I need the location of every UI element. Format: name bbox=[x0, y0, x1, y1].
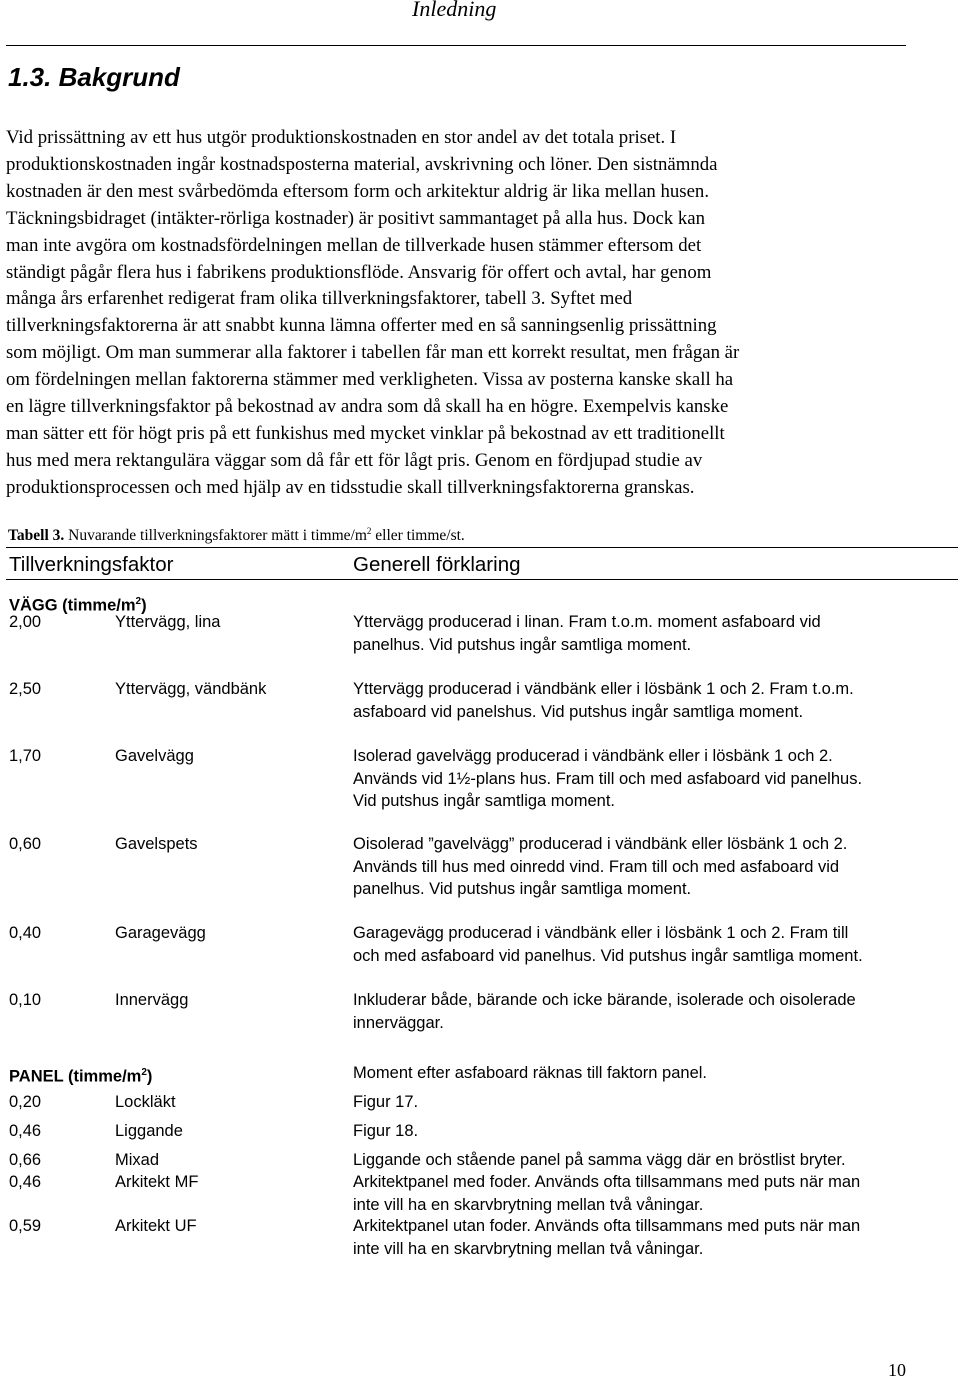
wall-row-description: Garagevägg producerad i vändbänk eller i lösbänk 1 och 2. Fram till och med asfaboard vid panelhus. Vid putshus ingår samtliga moment. bbox=[353, 924, 863, 965]
panel-row-value: 0,59 bbox=[9, 1217, 42, 1235]
wall-row-description: Yttervägg producerad i linan. Fram t.o.m. moment asfaboard vid panelhus. Vid putshus ingår samtliga moment. bbox=[353, 613, 821, 654]
table-top-rule bbox=[6, 547, 958, 548]
panel-group-header bbox=[9, 1062, 152, 1088]
wall-row-name: Yttervägg, vändbänk bbox=[115, 680, 267, 698]
wall-row-value: 0,60 bbox=[9, 835, 42, 853]
wall-row-name: Innervägg bbox=[115, 991, 189, 1009]
panel-row-value: 0,66 bbox=[9, 1151, 42, 1169]
wall-row-value: 0,40 bbox=[9, 924, 42, 942]
section-heading: 1.3. Bakgrund bbox=[8, 62, 180, 92]
wall-row-description: Inkluderar både, bärande och icke bärande, isolerade och oisolerade innerväggar. bbox=[353, 991, 856, 1032]
table-caption-label: Tabell 3. bbox=[8, 527, 65, 545]
panel-row-value: 0,20 bbox=[9, 1093, 42, 1111]
panel-row-name: Lockläkt bbox=[115, 1093, 176, 1111]
panel-row-description: Figur 18. bbox=[353, 1122, 419, 1140]
wall-group-close: ) bbox=[141, 596, 147, 615]
panel-row-description: Figur 17. bbox=[353, 1093, 419, 1111]
panel-row-name: Liggande bbox=[115, 1122, 183, 1140]
panel-group-sup: 2 bbox=[141, 1067, 147, 1078]
panel-group-close: ) bbox=[146, 1067, 153, 1086]
panel-row-name: Arkitekt MF bbox=[115, 1173, 199, 1191]
table-header-rule bbox=[6, 579, 958, 580]
running-header: Inledning bbox=[412, 0, 497, 21]
wall-row-value: 2,50 bbox=[9, 680, 42, 698]
table-caption-text: Nuvarande tillverkningsfaktorer mätt i timme/m bbox=[68, 527, 367, 545]
panel-row-description: Arkitektpanel utan foder. Används ofta tillsammans med puts när man inte vill ha en skarvbrytning mellan två våningar. bbox=[353, 1217, 861, 1258]
wall-row-name: Yttervägg, lina bbox=[115, 613, 221, 631]
wall-row-name: Garagevägg bbox=[115, 924, 206, 942]
wall-row-value: 0,10 bbox=[9, 991, 42, 1009]
header-divider bbox=[6, 45, 906, 46]
panel-row-name: Mixad bbox=[115, 1151, 160, 1169]
panel-row-value: 0,46 bbox=[9, 1173, 42, 1191]
wall-row-description: Oisolerad ”gavelvägg” producerad i vändbänk eller lösbänk 1 och 2. Används till hus med oinredd vind. Fram till och med asfaboard vid panelhus. Vid putshus ingår samtliga moment. bbox=[353, 835, 848, 898]
panel-group-label: PANEL (timme/m bbox=[9, 1067, 142, 1086]
wall-row-value: 2,00 bbox=[9, 613, 42, 631]
table-caption-sup: 2 bbox=[366, 526, 372, 536]
table-caption bbox=[8, 526, 465, 545]
wall-row-value: 1,70 bbox=[9, 747, 42, 765]
wall-row-description: Yttervägg producerad i vändbänk eller i lösbänk 1 och 2. Fram t.o.m. asfaboard vid panelshus. Vid putshus ingår samtliga moment. bbox=[353, 680, 854, 721]
column-header-factor: Tillverkningsfaktor bbox=[9, 553, 174, 576]
table-caption-tail: eller timme/st. bbox=[375, 527, 465, 545]
wall-row-description: Isolerad gavelvägg producerad i vändbänk eller i lösbänk 1 och 2. Används vid 1½-plans hus. Fram till och med asfaboard vid panelhus. Vid putshus ingår samtliga moment. bbox=[353, 747, 863, 810]
wall-group-sup: 2 bbox=[135, 596, 142, 607]
panel-group-description: Moment efter asfaboard räknas till faktorn panel. bbox=[353, 1064, 708, 1082]
panel-row-name: Arkitekt UF bbox=[115, 1217, 197, 1235]
panel-row-description: Liggande och stående panel på samma vägg där en bröstlist bryter. bbox=[353, 1151, 846, 1169]
panel-row-description: Arkitektpanel med foder. Används ofta tillsammans med puts när man inte vill ha en skarvbrytning mellan två våningar. bbox=[353, 1173, 861, 1214]
panel-row-value: 0,46 bbox=[9, 1122, 42, 1140]
wall-group-label: VÄGG (timme/m bbox=[9, 596, 136, 615]
column-header-explanation: Generell förklaring bbox=[353, 553, 521, 576]
wall-row-name: Gavelspets bbox=[115, 835, 198, 853]
body-paragraph: Vid prissättning av ett hus utgör produktionskostnaden en stor andel av det totala priset. I produktionskostnaden ingår kostnadsposterna material, avskrivning och löner. Den sistnämnda kostnaden är den mest svårbedömda eftersom form och arkitektur aldrig är lika mellan husen. Täckningsbidraget (intäkter-rörliga kostnader) är positivt sammantaget på alla hus. Dock kan man inte avgöra om kostnadsfördelningen mellan de tillverkade husen stämmer eftersom det ständigt pågår flera hus i fabrikens produktionsflöde. Ansvarig för offert och avtal, har genom många års erfarenhet redigerat fram olika tillverkningsfaktorer, tabell 3. Syftet med tillverkningsfaktorerna är att snabbt kunna lämna offerter med en så sanningsenlig prissättning som möjligt. Om man summerar alla faktorer i tabellen får man ett korrekt resultat, men frågan är om fördelningen mellan faktorerna stämmer med verkligheten. Vissa av posterna kanske skall ha en lägre tillverkningsfaktor på bekostnad av andra som då skall ha en högre. Exempelvis kanske man sätter ett för högt pris på ett funkishus med mycket vinklar på bekostnad av ett traditionellt hus med mera rektangulära väggar som då får ett för lågt pris. Genom en fördjupad studie av produktionsprocessen och med hjälp av en tidsstudie skall tillverkningsfaktorerna granskas. bbox=[6, 127, 740, 498]
page-number: 10 bbox=[888, 1360, 906, 1380]
wall-row-name: Gavelvägg bbox=[115, 747, 194, 765]
